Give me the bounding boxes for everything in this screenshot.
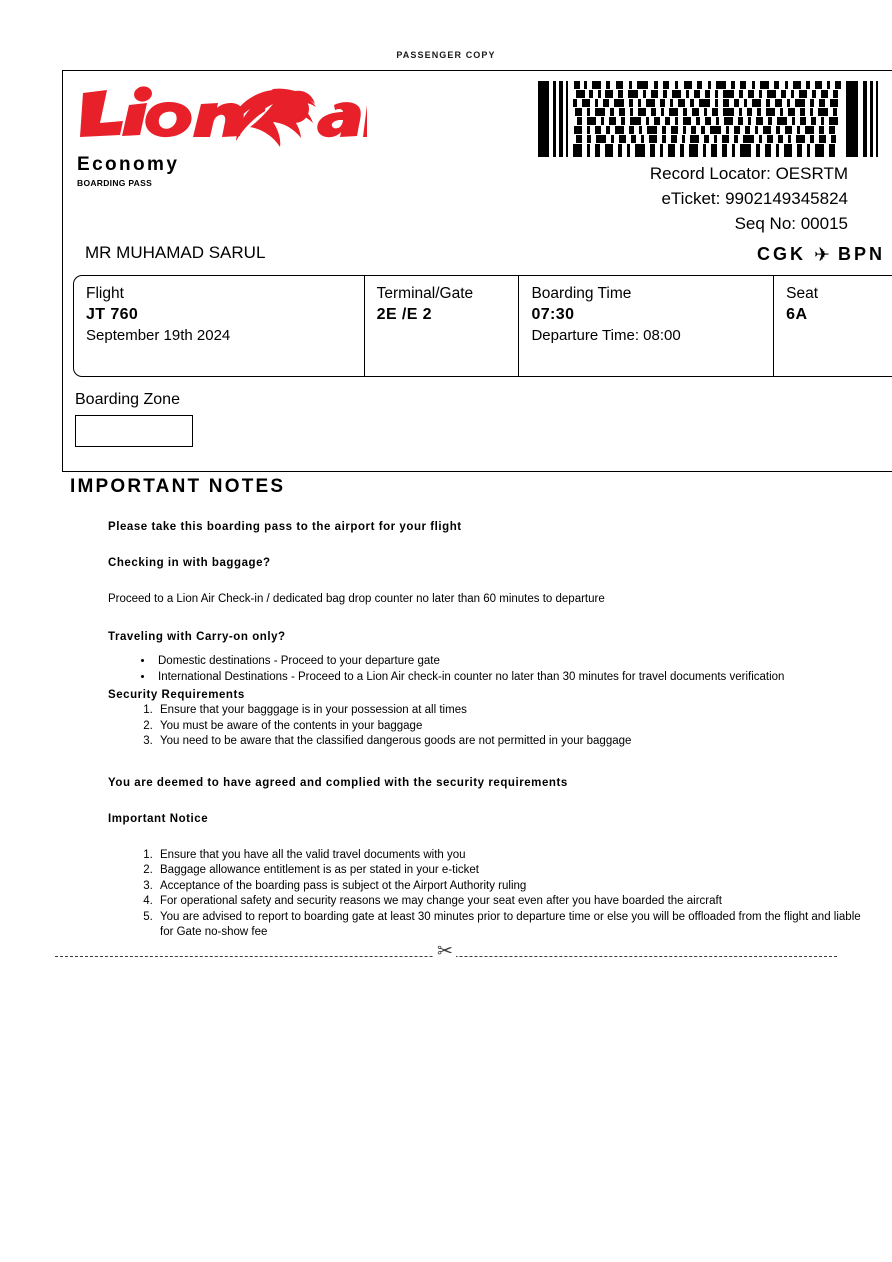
origin-airport-code: CGK xyxy=(757,244,807,264)
boarding-time-cell xyxy=(518,276,773,376)
security-requirements-heading: Security Requirements xyxy=(108,689,245,701)
list-item: 4. For operational safety and security reasons we may change your seat even after you have boarded the aircraft xyxy=(156,894,870,910)
flight-cell xyxy=(74,276,364,376)
list-item: 2. Baggage allowance entitlement is as per stated in your e-ticket xyxy=(156,863,870,879)
flight-number: JT 760 xyxy=(86,306,139,323)
important-notes-title: IMPORTANT NOTES xyxy=(70,476,286,497)
list-item: 2. You must be aware of the contents in your baggage xyxy=(156,719,870,735)
airplane-icon: ✈ xyxy=(814,245,830,266)
passenger-copy-label: PASSENGER COPY xyxy=(396,50,496,60)
flight-date: September 19th 2024 xyxy=(86,327,231,344)
note-take-pass: Please take this boarding pass to the airport for your flight xyxy=(108,521,462,533)
list-item: 5. You are advised to report to boarding gate at least 30 minutes prior to departure time or else you will be offloaded from the flight and liable for Gate no-show fee xyxy=(156,910,870,941)
cabin-class: Economy xyxy=(77,154,180,175)
boarding-time-value: 07:30 xyxy=(531,306,575,323)
security-requirements-list xyxy=(108,703,870,750)
list-item: 3. You need to be aware that the classified dangerous goods are not permitted in your baggage xyxy=(156,734,870,750)
seat-cell xyxy=(773,276,892,376)
boarding-time-label: Boarding Time xyxy=(531,285,632,302)
record-locator: Record Locator: OESRTM xyxy=(649,164,848,183)
boarding-zone-box xyxy=(75,415,193,447)
boarding-zone-label: Boarding Zone xyxy=(75,391,180,408)
important-notes-body xyxy=(70,520,870,941)
eticket-number: eTicket: 9902149345824 xyxy=(661,189,848,208)
pdf417-barcode xyxy=(536,81,888,157)
sequence-number: Seq No: 00015 xyxy=(734,214,848,233)
flight-details-box xyxy=(73,275,892,377)
terminal-gate-value: 2E /E 2 xyxy=(376,306,432,323)
list-item: • Domestic destinations - Proceed to your departure gate xyxy=(154,654,870,670)
note-baggage-text: Proceed to a Lion Air Check-in / dedicated bag drop counter no later than 60 minutes to departure xyxy=(108,593,605,605)
terminal-gate-cell xyxy=(364,276,519,376)
reservation-info xyxy=(363,161,848,236)
note-baggage-heading: Checking in with baggage? xyxy=(108,557,271,569)
list-item: 1. Ensure that your bagggage is in your possession at all times xyxy=(156,703,870,719)
terminal-gate-label: Terminal/Gate xyxy=(376,285,474,302)
document-type-label: BOARDING PASS xyxy=(77,178,153,188)
list-item: 3. Acceptance of the boarding pass is subject ot the Airport Authority ruling xyxy=(156,879,870,895)
boarding-pass-card xyxy=(62,70,892,472)
lion-air-logo xyxy=(77,85,367,147)
passenger-name: MR MUHAMAD SARUL xyxy=(85,243,266,262)
scissors-icon: ✂ xyxy=(434,941,456,963)
seat-value: 6A xyxy=(786,306,808,323)
important-notice-heading: Important Notice xyxy=(108,812,209,825)
important-notes-section xyxy=(70,476,870,943)
carryon-list xyxy=(108,654,870,685)
departure-time-value: Departure Time: 08:00 xyxy=(531,327,681,344)
list-item: • International Destinations - Proceed to a Lion Air check-in counter no later than 30 minutes for travel documents verification xyxy=(154,670,870,686)
note-carryon-heading: Traveling with Carry-on only? xyxy=(108,631,286,643)
flight-label: Flight xyxy=(86,285,124,302)
list-item: 1. Ensure that you have all the valid travel documents with you xyxy=(156,848,870,864)
note-agreement: You are deemed to have agreed and complied with the security requirements xyxy=(108,776,568,789)
destination-airport-code: BPN xyxy=(837,244,885,264)
seat-label: Seat xyxy=(786,285,819,302)
important-notice-list xyxy=(108,848,870,941)
route xyxy=(623,243,885,266)
